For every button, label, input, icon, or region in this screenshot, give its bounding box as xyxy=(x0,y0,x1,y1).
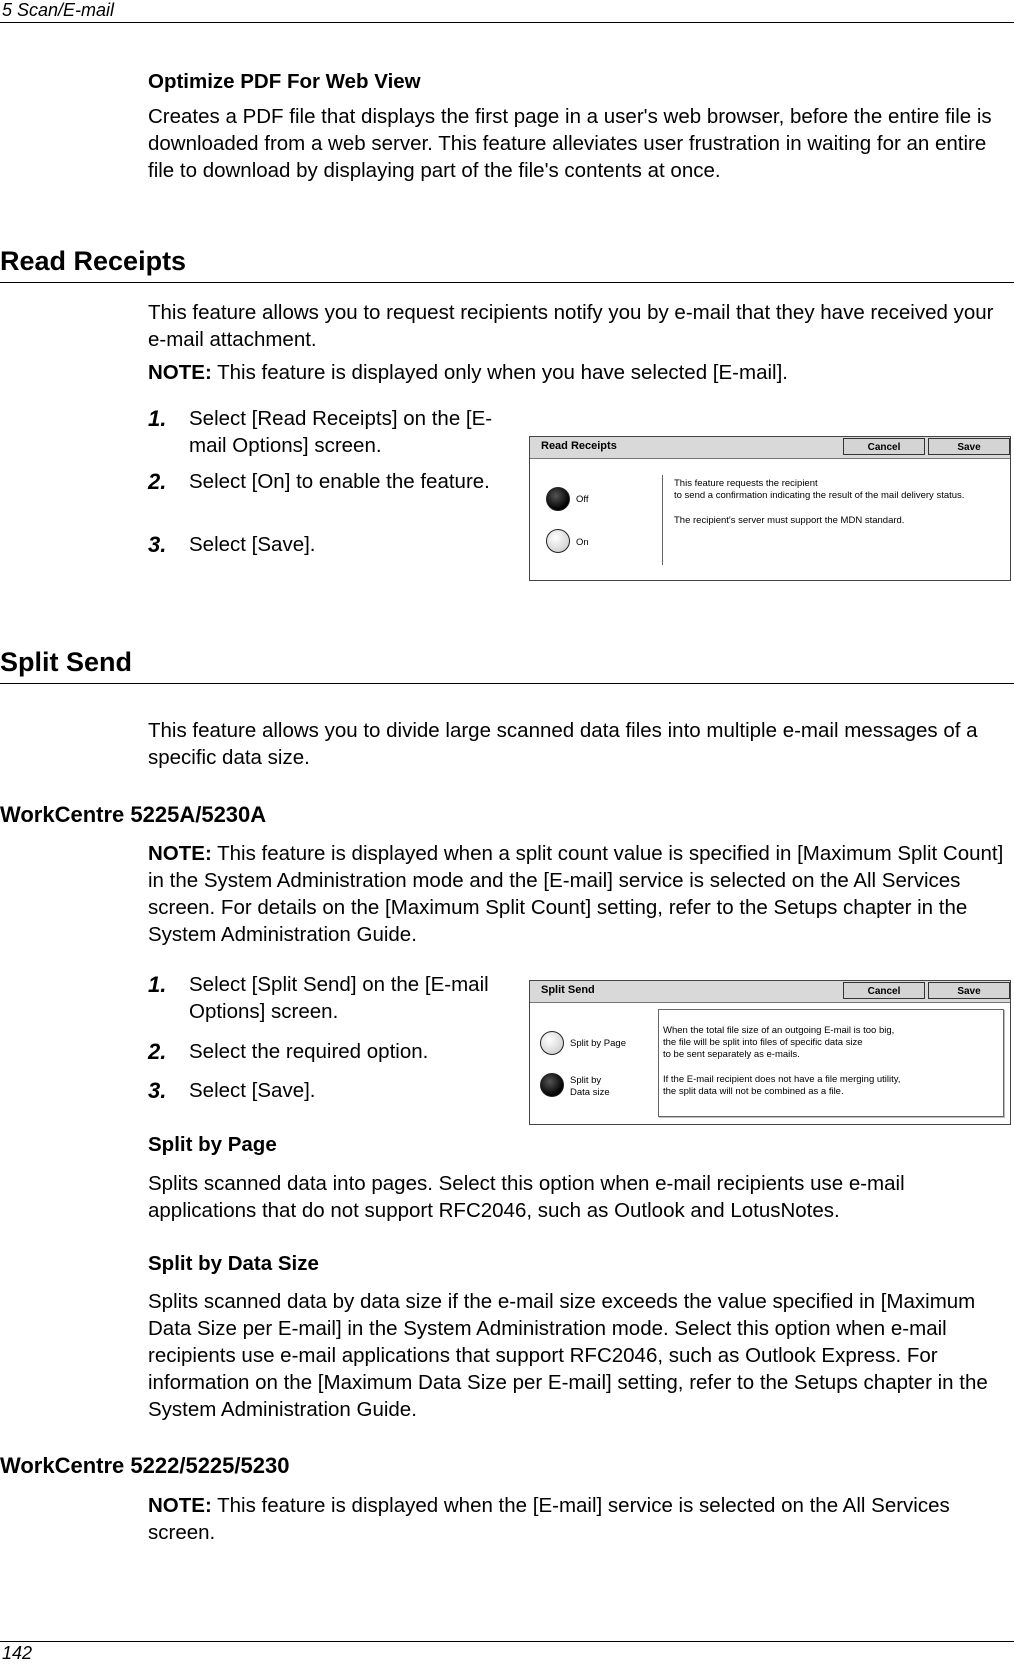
note-text: This feature is displayed only when you have selected [E-mail]. xyxy=(211,361,788,384)
page-number: 142 xyxy=(2,1643,33,1663)
split-by-data-size-label-1: Split by xyxy=(570,1075,602,1086)
screen-description-3: to be sent separately as e-mails. xyxy=(663,1049,800,1060)
step-text: Select [On] to enable the feature. xyxy=(189,470,490,493)
save-button[interactable]: Save xyxy=(928,982,1010,999)
note-text: This feature is displayed when the [E-mail] service is selected on the All Services screen. xyxy=(148,1494,950,1544)
header-rule xyxy=(0,22,1014,23)
step-number: 1. xyxy=(148,406,167,431)
step-text: Select [Save]. xyxy=(189,1079,316,1102)
step-number: 3. xyxy=(148,1078,167,1103)
step-text: Select [Save]. xyxy=(189,533,316,556)
split-by-page-radio[interactable] xyxy=(540,1031,564,1055)
split-send-note-b xyxy=(148,1492,1010,1546)
screen-title: Read Receipts xyxy=(541,440,617,452)
screen-description-3: The recipient's server must support the MDN standard. xyxy=(674,515,905,526)
split-send-note-a xyxy=(148,840,1010,948)
save-button[interactable]: Save xyxy=(928,438,1010,455)
note-label: NOTE: xyxy=(148,361,212,384)
step-number: 2. xyxy=(148,469,167,494)
split-send-screen xyxy=(529,980,1011,1125)
screen-description-2: to send a confirmation indicating the result of the mail delivery status. xyxy=(674,490,965,501)
note-label: NOTE: xyxy=(148,1494,212,1517)
on-label: On xyxy=(576,537,589,548)
step-number: 1. xyxy=(148,972,167,997)
step-text: Select the required option. xyxy=(189,1040,429,1063)
split-by-page-heading: Split by Page xyxy=(148,1133,277,1156)
split-by-data-size-radio[interactable] xyxy=(540,1073,564,1097)
read-receipts-heading: Read Receipts xyxy=(0,246,187,276)
screen-description-1: When the total file size of an outgoing E-mail is too big, xyxy=(663,1025,895,1036)
screen-description-2: the file will be split into files of specific data size xyxy=(663,1037,863,1048)
off-radio[interactable] xyxy=(546,487,570,511)
optimize-heading: Optimize PDF For Web View xyxy=(148,70,421,93)
screen-description-5: the split data will not be combined as a file. xyxy=(663,1086,844,1097)
optimize-body: Creates a PDF file that displays the first page in a user's web browser, before the entire file is downloaded from a web server. This feature alleviates user frustration in waiting for an entire file to download by displaying part of the file's contents at once. xyxy=(148,105,992,182)
note-label: NOTE: xyxy=(148,842,212,865)
cancel-button[interactable]: Cancel xyxy=(843,438,925,455)
read-receipts-rule xyxy=(0,282,1014,283)
note-text: This feature is displayed when a split count value is specified in [Maximum Split Count] in the System Administration mode and the [E-mail] service is selected on the All Services screen. For details on the [Maximum Split Count] setting, refer to the Setups chapter in the System Administration Guide. xyxy=(148,842,1004,946)
screen-divider xyxy=(662,475,663,565)
step-number: 2. xyxy=(148,1039,167,1064)
off-label: Off xyxy=(576,494,589,505)
split-by-page-body: Splits scanned data into pages. Select this option when e-mail recipients use e-mail applications that do not support RFC2046, such as Outlook and LotusNotes. xyxy=(148,1172,905,1222)
on-radio[interactable] xyxy=(546,529,570,553)
footer-rule xyxy=(0,1641,1014,1642)
split-by-page-label: Split by Page xyxy=(570,1038,626,1049)
split-send-heading: Split Send xyxy=(0,647,133,677)
split-by-data-size-label-2: Data size xyxy=(570,1087,610,1098)
split-send-intro: This feature allows you to divide large scanned data files into multiple e-mail messages of a specific data size. xyxy=(148,719,978,769)
screen-title: Split Send xyxy=(541,984,595,996)
step-number: 3. xyxy=(148,532,167,557)
read-receipts-note xyxy=(148,359,1010,386)
split-by-data-size-heading: Split by Data Size xyxy=(148,1252,319,1275)
model-a-heading: WorkCentre 5225A/5230A xyxy=(0,802,267,827)
screen-description-1: This feature requests the recipient xyxy=(674,478,818,489)
read-receipts-screen xyxy=(529,436,1011,581)
cancel-button[interactable]: Cancel xyxy=(843,982,925,999)
model-b-heading: WorkCentre 5222/5225/5230 xyxy=(0,1453,290,1478)
step-text: Select [Split Send] on the [E-mail Options] screen. xyxy=(189,973,489,1023)
read-receipts-intro: This feature allows you to request recipients notify you by e-mail that they have received your e-mail attachment. xyxy=(148,301,994,351)
running-header: 5 Scan/E-mail xyxy=(2,0,115,20)
split-send-rule xyxy=(0,683,1014,684)
screen-title-bar xyxy=(530,437,1010,459)
split-by-data-size-body: Splits scanned data by data size if the e-mail size exceeds the value specified in [Maximum Data Size per E-mail] in the System Administration mode. Select this option when e-mail recipients use e-mail applications that support RFC2046, such as Outlook Express. For information on the [Maximum Data Size per E-mail] setting, refer to the Setups chapter in the System Administration Guide. xyxy=(148,1290,988,1421)
step-text: Select [Read Receipts] on the [E-mail Options] screen. xyxy=(189,407,493,457)
screen-title-bar xyxy=(530,981,1010,1003)
screen-description-4: If the E-mail recipient does not have a file merging utility, xyxy=(663,1074,901,1085)
